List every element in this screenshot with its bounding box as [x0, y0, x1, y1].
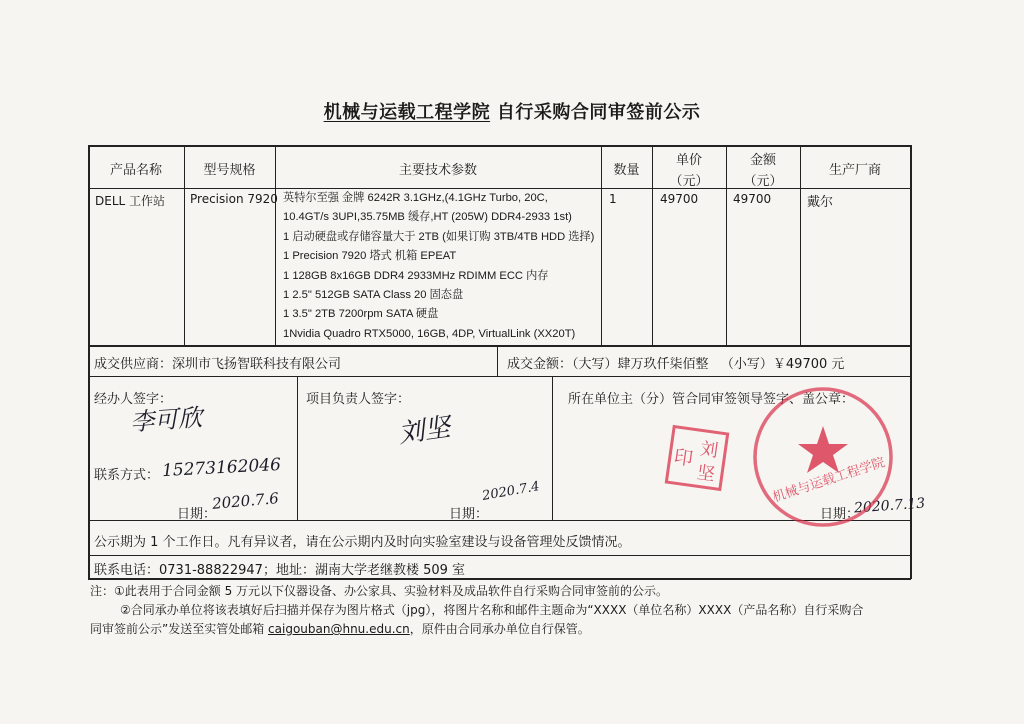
param-line: 1 Precision 7920 塔式 机箱 EPEAT [283, 250, 457, 263]
header-amount: 金额 [749, 153, 776, 168]
param-line: 1 128GB 8x16GB DDR4 2933MHz RDIMM ECC 内存 [283, 269, 549, 282]
header-model: 型号规格 [203, 163, 256, 178]
note-line-3b: ，原件由合同承办单位自行保管。 [409, 622, 590, 636]
header-amount-unit: （元） [743, 174, 783, 189]
cell-amount: 49700 [733, 192, 772, 206]
param-line: 1Nvidia Quadro RTX5000, 16GB, 4DP, VirtualLink (XX20T) [283, 327, 576, 340]
personal-seal [664, 424, 730, 491]
header-product: 产品名称 [109, 163, 162, 178]
document-title [0, 98, 1024, 124]
handler-label: 经办人签字： [94, 392, 173, 407]
leader-signature: 刘坚 [396, 412, 453, 450]
date-signature-3: 2020.7.13 [853, 495, 926, 517]
cell-qty: 1 [609, 192, 617, 206]
contact-label: 联系方式： [94, 468, 160, 483]
email-link[interactable]: caigouban@hnu.edu.cn [268, 622, 410, 636]
cell-params [283, 189, 594, 344]
note-line-3a: 同审签前公示”发送至实管处邮箱 [90, 622, 269, 636]
cell-product: DELL 工作站 [95, 194, 166, 208]
param-line: 1 2.5" 512GB SATA Class 20 固态盘 [283, 289, 464, 302]
official-seal [748, 382, 898, 532]
supplier: 成交供应商：深圳市飞扬智联科技有限公司 [94, 357, 342, 372]
deal-amount: 成交金额：（大写）肆万玖仟柒佰整 （小写）￥49700 元 [507, 357, 845, 372]
date-label-3: 日期： [820, 507, 860, 522]
handler-signature: 李可欣 [129, 403, 204, 437]
cell-model: Precision 7920 [190, 192, 278, 206]
note-line-1: 注：①此表用于合同金额 5 万元以下仪器设备、办公家具、实验材料及成品软件自行采购合同审签前的公示。 [90, 584, 669, 598]
seal-char: 印 [672, 445, 695, 471]
header-params: 主要技术参数 [398, 163, 477, 178]
note-line-3 [90, 620, 590, 637]
cell-unit-price: 49700 [660, 192, 699, 206]
param-line: 1 启动硬盘或存储容量大于 2TB (如果订购 3TB/4TB HDD 选择) [283, 230, 595, 243]
header-qty: 数量 [613, 163, 640, 178]
header-manufacturer: 生产厂商 [828, 163, 881, 178]
seal-char: 刘 [698, 438, 720, 462]
header-unit-price: 单价 [675, 153, 702, 168]
date-signature-2: 2020.7.4 [481, 479, 541, 504]
title-rest: 自行采购合同审签前公示 [490, 102, 701, 123]
title-school: 机械与运载工程学院 [323, 102, 491, 123]
dept-label: 所在单位主（分）管合同审签领导签字、盖公章： [568, 392, 855, 407]
seal-text: 机械与运载工程学院 [770, 455, 887, 506]
note-line-2: ②合同承办单位将该表填好后扫描并保存为图片格式（jpg），将图片名称和邮件主题命为“XXXX（单位名称）XXXX（产品名称）自行采购合 [120, 603, 864, 617]
date-label-1: 日期： [177, 507, 217, 522]
seal-char: 坚 [695, 462, 717, 486]
contact-info: 联系电话：0731-88822947；地址：湖南大学老继教楼 509 室 [94, 563, 466, 578]
leader-label: 项目负责人签字： [306, 392, 411, 407]
header-unit-price-unit: （元） [669, 174, 709, 189]
period-notice: 公示期为 1 个工作日。凡有异议者，请在公示期内及时向实验室建设与设备管理处反馈情况。 [94, 535, 631, 550]
param-line: 英特尔至强 金牌 6242R 3.1GHz,(4.1GHz Turbo, 20C, [283, 192, 548, 204]
contact-signature: 15273162046 [161, 454, 282, 482]
date-signature-1: 2020.7.6 [211, 489, 280, 513]
param-line: 10.4GT/s 3UPI,35.75MB 缓存,HT (205W) DDR4-2933 1st) [283, 211, 572, 224]
cell-manufacturer: 戴尔 [807, 195, 834, 210]
date-label-2: 日期： [449, 507, 489, 522]
param-line: 1 3.5" 2TB 7200rpm SATA 硬盘 [283, 308, 439, 321]
